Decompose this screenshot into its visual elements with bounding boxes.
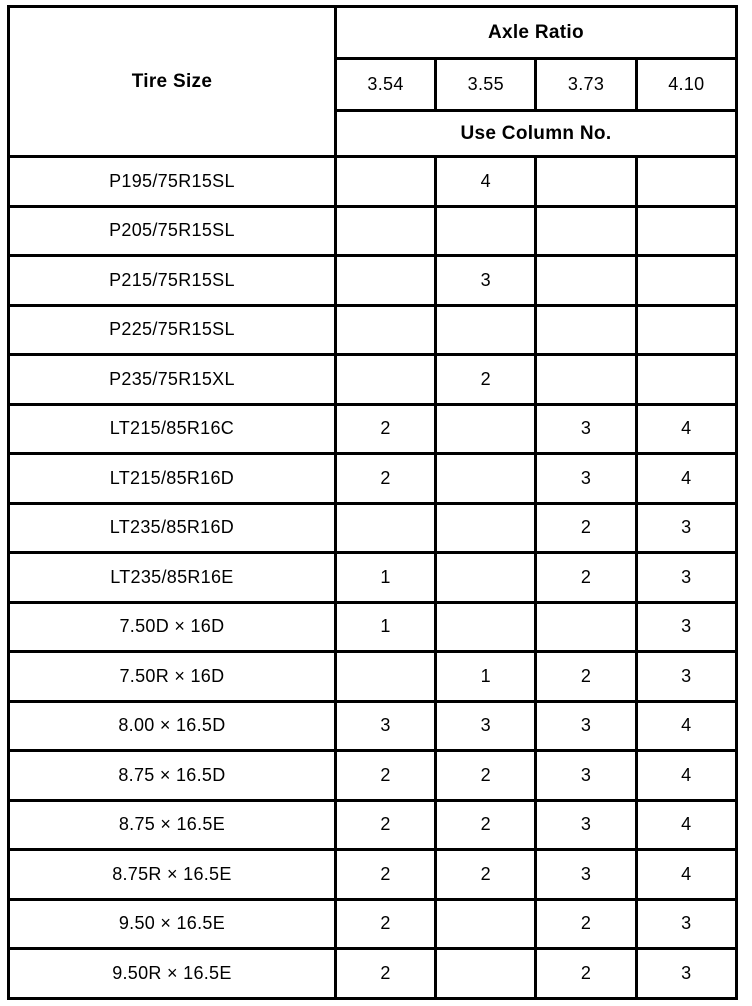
column-number-cell	[536, 157, 636, 207]
column-number-cell: 3	[536, 751, 636, 801]
column-number-cell: 4	[636, 850, 736, 900]
column-number-cell: 1	[436, 652, 536, 702]
column-number-cell: 2	[335, 800, 435, 850]
column-number-cell	[436, 949, 536, 999]
column-number-cell	[335, 503, 435, 553]
table-row	[9, 454, 737, 504]
column-number-cell	[436, 454, 536, 504]
table-row	[9, 850, 737, 900]
table-row	[9, 404, 737, 454]
tire-size-cell: 9.50R × 16.5E	[9, 949, 336, 999]
column-number-cell	[536, 355, 636, 405]
column-number-cell	[636, 157, 736, 207]
tire-size-cell: 8.75 × 16.5D	[9, 751, 336, 801]
table-row	[9, 355, 737, 405]
ratio-header-3-54: 3.54	[335, 59, 435, 111]
table-row	[9, 899, 737, 949]
tire-size-cell: P215/75R15SL	[9, 256, 336, 306]
column-number-cell	[335, 157, 435, 207]
table-row	[9, 206, 737, 256]
table-row	[9, 949, 737, 999]
ratio-header-3-55: 3.55	[436, 59, 536, 111]
column-number-cell: 3	[636, 652, 736, 702]
column-number-cell: 3	[536, 701, 636, 751]
use-column-header: Use Column No.	[335, 111, 736, 157]
tire-axle-table-container	[7, 5, 738, 998]
column-number-cell	[335, 355, 435, 405]
table-row	[9, 800, 737, 850]
column-number-cell	[436, 404, 536, 454]
column-number-cell: 3	[536, 800, 636, 850]
tire-size-cell: P225/75R15SL	[9, 305, 336, 355]
table-row	[9, 751, 737, 801]
ratio-header-4-10: 4.10	[636, 59, 736, 111]
tire-size-cell: P235/75R15XL	[9, 355, 336, 405]
column-number-cell: 3	[636, 949, 736, 999]
column-number-cell	[436, 553, 536, 603]
table-row	[9, 157, 737, 207]
column-number-cell: 4	[636, 454, 736, 504]
column-number-cell: 2	[335, 454, 435, 504]
column-number-cell: 2	[436, 355, 536, 405]
table-row	[9, 602, 737, 652]
column-number-cell: 3	[536, 404, 636, 454]
column-number-cell: 2	[335, 404, 435, 454]
tire-size-cell: LT235/85R16E	[9, 553, 336, 603]
tire-size-cell: 9.50 × 16.5E	[9, 899, 336, 949]
tire-size-cell: LT215/85R16C	[9, 404, 336, 454]
column-number-cell: 4	[436, 157, 536, 207]
column-number-cell: 4	[636, 751, 736, 801]
tire-size-cell: 8.75 × 16.5E	[9, 800, 336, 850]
column-number-cell	[335, 652, 435, 702]
column-number-cell: 4	[636, 701, 736, 751]
tire-size-cell: LT235/85R16D	[9, 503, 336, 553]
tire-axle-ratio-table	[7, 5, 738, 1000]
tire-size-cell: 8.00 × 16.5D	[9, 701, 336, 751]
table-row	[9, 553, 737, 603]
column-number-cell	[436, 206, 536, 256]
column-number-cell	[335, 256, 435, 306]
column-number-cell: 2	[536, 949, 636, 999]
column-number-cell: 2	[436, 800, 536, 850]
column-number-cell	[335, 305, 435, 355]
column-number-cell	[636, 206, 736, 256]
column-number-cell: 3	[636, 602, 736, 652]
column-number-cell: 3	[436, 701, 536, 751]
table-body	[9, 157, 737, 999]
table-row	[9, 256, 737, 306]
column-number-cell	[436, 305, 536, 355]
column-number-cell: 2	[436, 850, 536, 900]
column-number-cell: 4	[636, 404, 736, 454]
column-number-cell	[536, 206, 636, 256]
column-number-cell: 2	[335, 751, 435, 801]
table-row	[9, 652, 737, 702]
tire-size-cell: 7.50D × 16D	[9, 602, 336, 652]
column-number-cell: 2	[436, 751, 536, 801]
tire-size-cell: 7.50R × 16D	[9, 652, 336, 702]
table-row	[9, 503, 737, 553]
column-number-cell: 2	[536, 553, 636, 603]
column-number-cell: 1	[335, 553, 435, 603]
column-number-cell	[636, 355, 736, 405]
ratio-header-3-73: 3.73	[536, 59, 636, 111]
column-number-cell	[636, 305, 736, 355]
column-number-cell	[436, 503, 536, 553]
column-number-cell: 3	[636, 553, 736, 603]
column-number-cell	[335, 206, 435, 256]
column-number-cell: 2	[335, 949, 435, 999]
column-number-cell: 2	[335, 850, 435, 900]
column-number-cell: 2	[536, 503, 636, 553]
column-number-cell: 2	[335, 899, 435, 949]
tire-size-header: Tire Size	[9, 7, 336, 157]
column-number-cell: 3	[335, 701, 435, 751]
column-number-cell: 3	[536, 850, 636, 900]
column-number-cell	[436, 602, 536, 652]
column-number-cell: 3	[636, 503, 736, 553]
column-number-cell	[636, 256, 736, 306]
column-number-cell: 1	[335, 602, 435, 652]
column-number-cell: 4	[636, 800, 736, 850]
table-row	[9, 701, 737, 751]
column-number-cell: 2	[536, 899, 636, 949]
tire-size-cell: P205/75R15SL	[9, 206, 336, 256]
tire-size-cell: 8.75R × 16.5E	[9, 850, 336, 900]
tire-size-cell: LT215/85R16D	[9, 454, 336, 504]
axle-ratio-header: Axle Ratio	[335, 7, 736, 59]
column-number-cell: 3	[436, 256, 536, 306]
column-number-cell	[436, 899, 536, 949]
column-number-cell	[536, 256, 636, 306]
tire-size-cell: P195/75R15SL	[9, 157, 336, 207]
column-number-cell	[536, 602, 636, 652]
column-number-cell: 3	[636, 899, 736, 949]
column-number-cell: 3	[536, 454, 636, 504]
table-row	[9, 305, 737, 355]
column-number-cell: 2	[536, 652, 636, 702]
column-number-cell	[536, 305, 636, 355]
